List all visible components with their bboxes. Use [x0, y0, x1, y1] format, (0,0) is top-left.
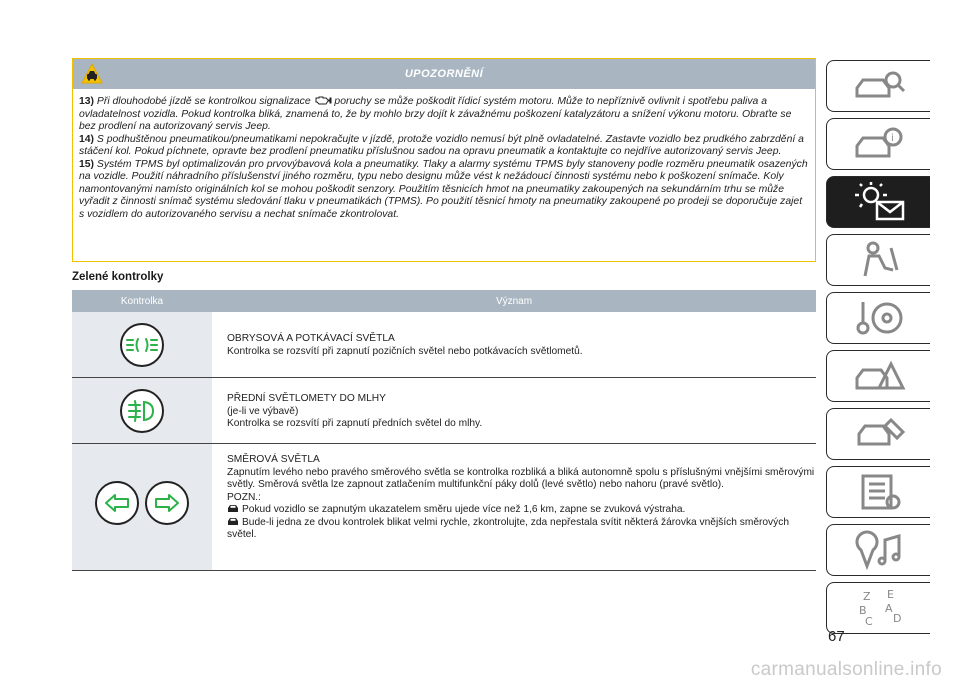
tab-maintenance[interactable] [826, 408, 930, 460]
meaning-cell [212, 444, 816, 570]
index-icon [851, 588, 907, 628]
warning-header [73, 59, 815, 89]
row-line: Kontrolka se rozsvítí při zapnutí předních světel do mlhy. [227, 418, 483, 429]
meaning-cell [212, 378, 816, 443]
icon-cell [72, 444, 212, 570]
turn-signal-icons [95, 481, 189, 525]
section-title: Zelené kontrolky [72, 271, 164, 283]
row-line: Kontrolka se rozsvítí při zapnutí pozičních světel nebo potkávacích světlometů. [227, 345, 583, 357]
left-turn-signal-icon [95, 481, 139, 525]
table-row [72, 378, 816, 444]
warning-car-icon [81, 63, 103, 85]
row-body: Zapnutím levého nebo pravého směrového světla se kontrolka rozbliká a bliká autonomně spolu s příslušnými vnějšími směrovými světly. Směrová světla lze zapnout zatlačením multifunkční páky dolů (levé světlo) nebo nahoru (pravé světlo). [227, 466, 815, 490]
front-fog-lights-icon [120, 389, 164, 433]
tab-safety[interactable] [826, 234, 930, 286]
warning-box [72, 58, 816, 262]
starting-driving-icon [851, 298, 907, 338]
row-title: OBRYSOVÁ A POTKÁVACÍ SVĚTLA [227, 333, 395, 344]
tab-starting-driving[interactable] [826, 292, 930, 344]
svg-text:i: i [890, 133, 894, 144]
note-item: Pokud vozidlo se zapnutým ukazatelem směru ujede více než 1,6 km, zapne se zvuková výstraha. [227, 504, 816, 517]
warning-item-14: 14) S podhuštěnou pneumatikou/pneumatikami nepokračujte v jízdě, protože vozidlo nemusí být plně ovladatelné. Zastavte vozidlo bez prudkého zabrzdění a stáčení kol. Pokud píchnete, opravte bez prodlení pneumatiku příslušnou sadou na opravu pneumatik a kontaktujte co nejdříve autorizovaný servis Jeep. [79, 133, 804, 157]
warning-body [73, 89, 815, 221]
watermark: carmanualsonline.info [0, 657, 960, 683]
car-note-icon [227, 517, 239, 526]
tab-warning-lights[interactable] [826, 176, 930, 228]
table-row [72, 444, 816, 571]
tab-dashboard-warning[interactable] [826, 118, 930, 170]
svg-text:E: E [886, 588, 894, 601]
tab-technical-data[interactable] [826, 466, 930, 518]
technical-data-icon [851, 472, 907, 512]
right-turn-signal-icon [145, 481, 189, 525]
meaning-cell [212, 312, 816, 377]
warning-title: UPOZORNĚNÍ [404, 68, 484, 80]
table-row [72, 312, 816, 378]
icon-cell [72, 312, 212, 377]
safety-icon [851, 240, 907, 280]
car-note-icon [227, 504, 239, 513]
warning-item-13: 13) Při dlouhodobé jízdě se kontrolkou signalizace poruchy se může poškodit řídicí systém motoru. Může to nepříznivě ovlivnit i spotřebu paliva a ovladatelnost vozidla. Pokud kontrolka bliká, znamená to, že by mohlo brzy dojít k závažnému poškození katalyzátoru a snížení výkonu motoru. Obraťte se bez prodlení na autorizovaný servis Jeep. [79, 96, 792, 132]
note-label: POZN.: [227, 491, 261, 503]
engine-check-icon [314, 95, 332, 105]
tab-car-info[interactable] [826, 60, 930, 112]
header-kontrolka: Kontrolka [120, 295, 164, 307]
multimedia-icon [851, 530, 907, 570]
warning-lights-icon [851, 182, 907, 222]
position-lights-icon [120, 323, 164, 367]
svg-text:C: C [864, 615, 873, 628]
emergency-icon [851, 356, 907, 396]
tab-multimedia[interactable] [826, 524, 930, 576]
icon-cell [72, 378, 212, 443]
maintenance-icon [851, 414, 907, 454]
row-title: PŘEDNÍ SVĚTLOMETY DO MLHY [227, 393, 386, 404]
svg-text:B: B [858, 604, 867, 617]
note-item: Bude-li jedna ze dvou kontrolek blikat velmi rychle, zkontrolujte, zda nepřestala svítit některá žárovka vnějších směrových světel. [227, 516, 789, 540]
svg-text:Z: Z [862, 590, 871, 603]
tab-emergency[interactable] [826, 350, 930, 402]
header-vyznam: Význam [495, 295, 533, 307]
row-title: SMĚROVÁ SVĚTLA [227, 454, 320, 465]
page-number: 67 [828, 628, 845, 645]
indicator-table [72, 290, 816, 571]
row-line: (je-li ve výbavě) [227, 405, 299, 417]
svg-text:D: D [892, 612, 901, 625]
warning-item-15: 15) Systém TPMS byl optimalizován pro prvovýbavová kola a pneumatiky. Tlaky a alarmy systému TPMS byly stanoveny podle rozměru pneumatik osazených na vozidle. Použití náhradního příslušenství jiného rozměru, typu nebo designu může vést k nežádoucí činnosti systému nebo k poškození snímače. Koly namontovanými namísto originálních kol se mohou poškodit senzory. Použitím těsnicích hmot na pneumatiky zakoupených na sekundárním trhu se může vyřadit z činnosti snímač systému sledování tlaku v pneumatikách (TPMS). Po použití těsnicí hmoty na pneumatiky zakoupené po prodeji se doporučuje zajet s vozidlem do autorizovaného servisu a nechat snímače zkontrolovat. [79, 158, 808, 220]
dashboard-warning-icon [851, 124, 907, 164]
tab-index[interactable] [826, 582, 930, 634]
car-info-icon [851, 66, 907, 106]
table-header [72, 290, 816, 312]
svg-text:A: A [884, 602, 893, 615]
